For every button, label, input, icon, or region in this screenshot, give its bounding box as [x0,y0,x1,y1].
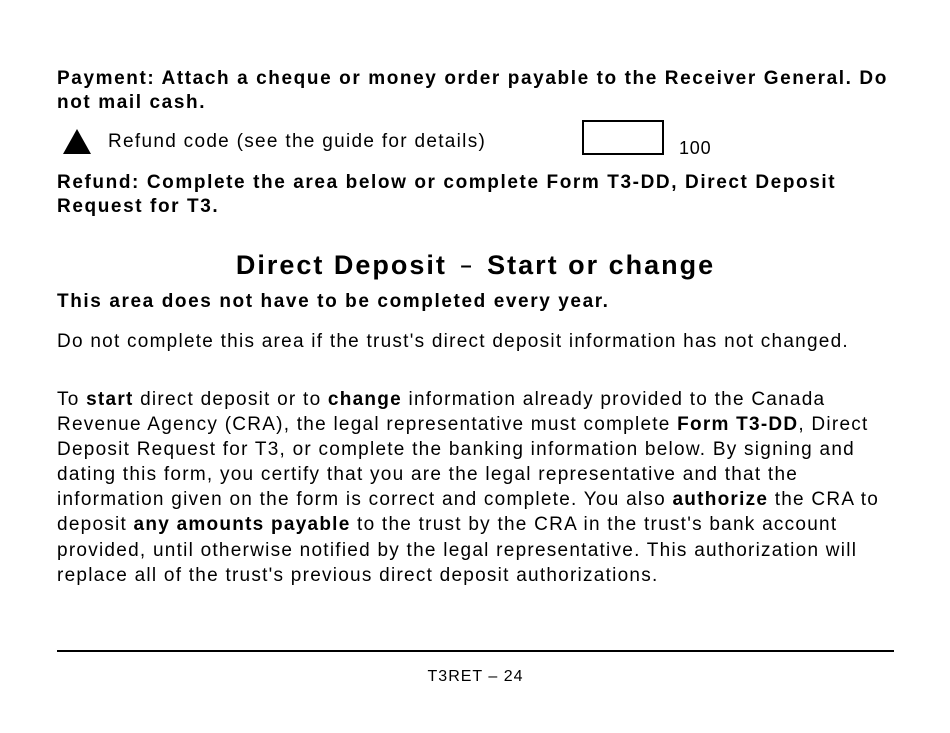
refund-code-field[interactable] [582,120,664,155]
direct-deposit-paragraph-1: Do not complete this area if the trust's direct deposit information has not changed. [57,331,849,352]
para2-text: , Direct Deposit Request for T3, or complete the banking information below. By signing and dating this form, you certify that you are the legal representative and that the information given on the form is correct and complete. You also [57,414,869,511]
direct-deposit-subtitle: This area does not have to be completed every year. [57,291,610,312]
page-footer: T3RET – 24 [427,668,524,685]
refund-code-row [57,118,894,164]
footer-divider [57,650,894,652]
direct-deposit-paragraph-2 [57,387,894,588]
triangle-icon [63,129,91,154]
refund-instructions: Refund: Complete the area below or complete Form T3-DD, Direct Deposit Request for T3. [57,172,837,217]
refund-code-label: Refund code (see the guide for details) [108,131,487,152]
direct-deposit-title [57,248,894,283]
title-part-1: Direct Deposit [235,250,447,280]
para2-bold-start: start [86,389,134,410]
title-dash: – [460,255,474,277]
payment-instructions: Payment: Attach a cheque or money order payable to the Receiver General. Do not mail cash. [57,68,888,113]
para2-bold-change: change [327,389,402,410]
form-page [57,0,894,733]
para2-bold-amounts: any amounts payable [133,514,351,536]
para2-text: the CRA to deposit [57,489,880,536]
para2-text: to the trust by the CRA in the trust's bank account provided, until otherwise notified by the legal representative. This authorization will replace all of the trust's previous direct deposit authorizations. [57,514,858,586]
para2-bold-form: Form T3-DD [677,414,799,436]
para2-text: direct deposit or to [133,389,328,410]
para2-text: information already provided to the Canada Revenue Agency (CRA), the legal representative must complete [57,389,826,436]
refund-code-line-number: 100 [679,138,712,158]
title-part-2: Start or change [487,250,716,280]
para2-bold-authorize: authorize [672,489,769,511]
para2-text: To [57,389,87,410]
